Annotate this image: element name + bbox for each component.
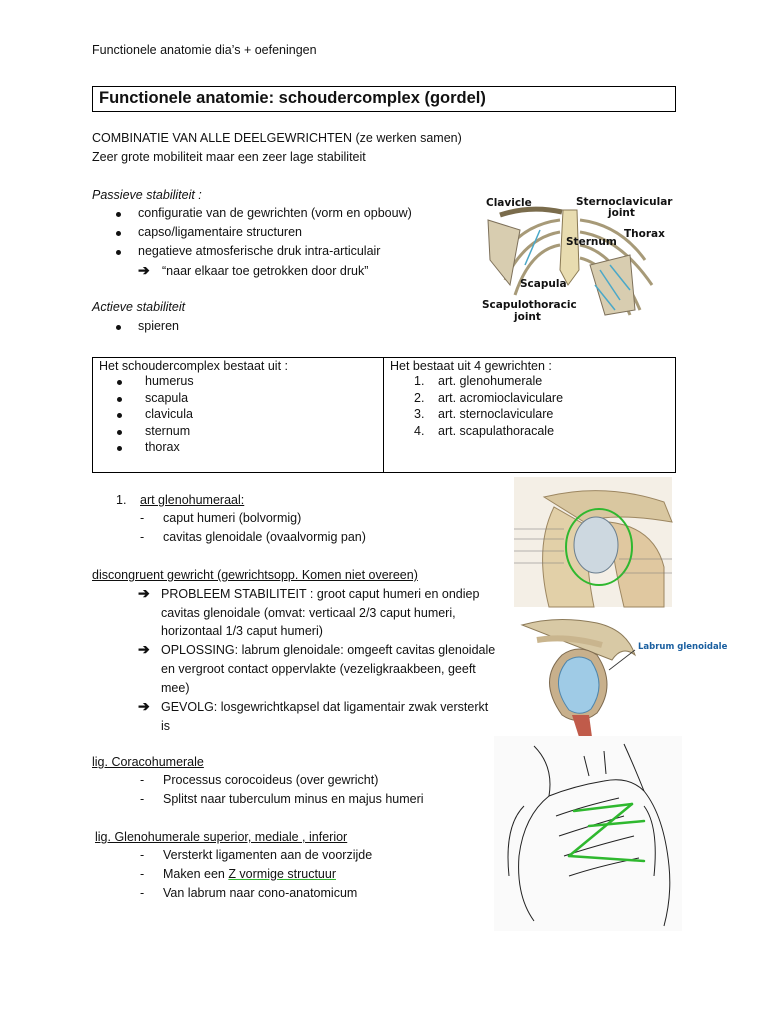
lig-coracohumerale-heading: lig. Coracohumerale: [92, 755, 204, 769]
section1-number: 1.: [116, 493, 127, 507]
result-line-1: GEVOLG: losgewrichtkapsel dat ligamentair zwak versterkt: [161, 700, 489, 714]
list-item: scapula: [145, 391, 383, 408]
glenohumeral-joint-figure: [514, 477, 672, 607]
dash-icon: -: [140, 511, 145, 525]
dash-icon: -: [140, 848, 145, 862]
passive-item-3: negatieve atmosferische druk intra-articulair: [138, 244, 381, 258]
page-title: Functionele anatomie: schoudercomplex (gordel): [99, 89, 486, 107]
labrum-glenoidale-figure: [517, 615, 728, 737]
discongruent-heading: discongruent gewricht (gewrichtsopp. Komen niet overeen): [92, 568, 418, 582]
ligament-sketch-figure: [494, 736, 682, 931]
solution-line-3: mee): [161, 681, 190, 695]
label-scapula: Scapula: [520, 278, 567, 290]
section1-heading: art glenohumeraal:: [140, 493, 245, 507]
list-item: sternum: [145, 424, 383, 441]
table-right-header: Het bestaat uit 4 gewrichten :: [390, 359, 552, 373]
arrow-icon: ➔: [138, 262, 150, 278]
list-item: 1. art. glenohumerale: [414, 374, 543, 388]
passive-heading: Passieve stabiliteit :: [92, 188, 202, 202]
z-structure-highlight: Z vormige structuur: [228, 867, 336, 881]
problem-line-1: PROBLEEM STABILITEIT : groot caput humeri en ondiep: [161, 587, 480, 601]
section1-item-1: caput humeri (bolvormig): [163, 511, 302, 525]
list-item: clavicula: [145, 407, 383, 424]
dash-icon: -: [140, 773, 145, 787]
solution-line-2: en vergroot contact oppervlakte (vezeligkraakbeen, geeft: [161, 662, 476, 676]
bullet-icon: [116, 231, 121, 236]
bullet-icon: [117, 380, 122, 385]
dash-icon: -: [140, 886, 145, 900]
labrum-glenoidale-label: Labrum glenoidale: [638, 642, 728, 652]
problem-line-3: horizontaal 1/3 caput humeri): [161, 624, 323, 638]
bullet-icon: [117, 397, 122, 402]
passive-arrow-item: “naar elkaar toe getrokken door druk”: [162, 264, 369, 278]
label-thorax: Thorax: [624, 228, 665, 240]
list-item: 3. art. sternoclaviculare: [414, 407, 554, 421]
lig2-item-1: Versterkt ligamenten aan de voorzijde: [163, 848, 373, 862]
bullet-icon: [117, 446, 122, 451]
document-header: Functionele anatomie dia’s + oefeningen: [92, 43, 317, 57]
problem-line-2: cavitas glenoidale (omvat: verticaal 2/3 caput humeri,: [161, 606, 456, 620]
lig2-item-3: Van labrum naar cono-anatomicum: [163, 886, 358, 900]
bullet-icon: [117, 430, 122, 435]
arrow-icon: ➔: [138, 585, 150, 601]
list-item: humerus: [145, 374, 383, 391]
result-line-2: is: [161, 719, 171, 733]
intro-line-1: COMBINATIE VAN ALLE DEELGEWRICHTEN (ze werken samen): [92, 131, 462, 145]
section1-item-2: cavitas glenoidale (ovaalvormig pan): [163, 530, 366, 544]
active-heading: Actieve stabiliteit: [92, 300, 186, 314]
passive-item-2: capso/ligamentaire structuren: [138, 225, 302, 239]
label-clavicle: Clavicle: [486, 197, 532, 209]
label-sternoclavicular: Sternoclavicular: [576, 196, 673, 208]
composition-table: [92, 357, 676, 473]
intro-line-2: Zeer grote mobiliteit maar een zeer lage stabiliteit: [92, 150, 366, 164]
label-scapulothoracic: Scapulothoracic: [482, 299, 577, 311]
bullet-icon: [117, 413, 122, 418]
label-joint-1: joint: [608, 207, 635, 219]
dash-icon: -: [140, 867, 145, 881]
shoulder-skeleton-figure: [480, 190, 673, 325]
bullet-icon: [116, 325, 121, 330]
label-joint-2: joint: [514, 311, 541, 323]
arrow-icon: ➔: [138, 641, 150, 657]
lig1-item-1: Processus corocoideus (over gewricht): [163, 773, 379, 787]
table-right-cell: [384, 358, 676, 473]
bullet-icon: [116, 250, 121, 255]
table-left-cell: [93, 358, 384, 473]
arrow-icon: ➔: [138, 698, 150, 714]
list-item: 4. art. scapulathoracale: [414, 423, 555, 438]
list-item: 2. art. acromioclaviculare: [414, 390, 564, 405]
bullet-icon: [116, 212, 121, 217]
active-item-1: spieren: [138, 319, 179, 333]
passive-item-1: configuratie van de gewrichten (vorm en opbouw): [138, 206, 412, 220]
label-sternum: Sternum: [566, 236, 617, 248]
table-left-header: Het schoudercomplex bestaat uit :: [99, 359, 288, 373]
dash-icon: -: [140, 530, 145, 544]
list-item: thorax: [145, 440, 383, 457]
solution-line-1: OPLOSSING: labrum glenoidale: omgeeft cavitas glenoidale: [161, 643, 496, 657]
title-box: [92, 86, 676, 112]
lig-glenohumerale-heading: lig. Glenohumerale superior, mediale , inferior: [95, 830, 348, 844]
lig1-item-2: Splitst naar tuberculum minus en majus humeri: [163, 792, 424, 806]
dash-icon: -: [140, 792, 145, 806]
lig2-item-2: Maken een Z vormige structuur: [163, 867, 336, 881]
